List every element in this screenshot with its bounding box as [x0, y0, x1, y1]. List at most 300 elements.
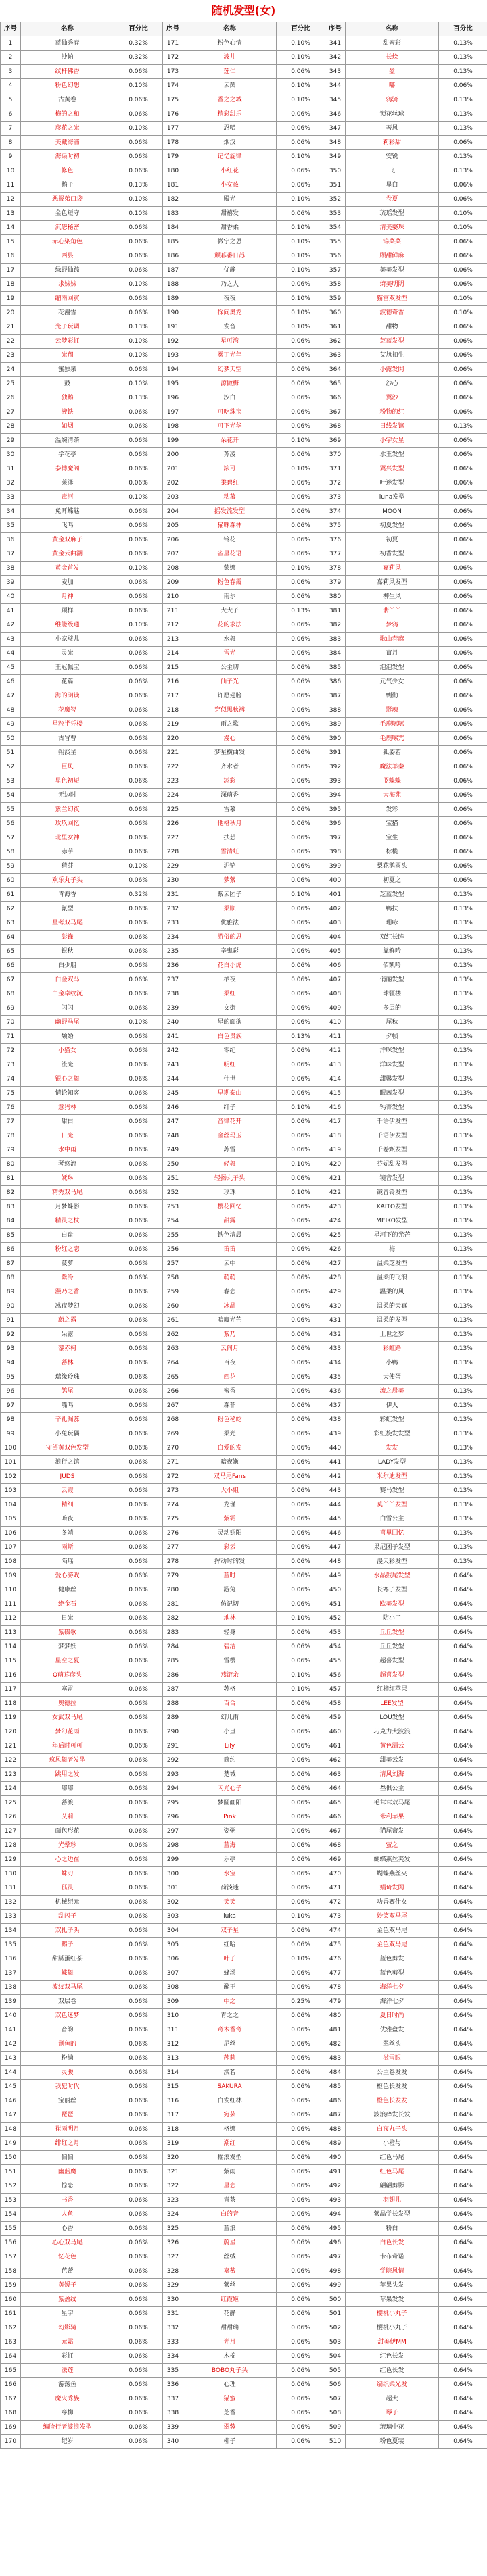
row-index: 473	[325, 1910, 346, 1924]
row-index: 495	[325, 2222, 346, 2236]
row-index: 166	[1, 2378, 21, 2392]
percentage: 0.06%	[277, 1569, 325, 1583]
hairstyle-name: 优静	[183, 264, 277, 278]
hairstyle-name: 温柔的发型	[346, 1314, 439, 1328]
percentage: 0.06%	[439, 547, 487, 562]
row-index: 33	[1, 491, 21, 505]
row-index: 146	[1, 2094, 21, 2108]
row-index: 112	[1, 1612, 21, 1626]
row-index: 106	[1, 1527, 21, 1541]
percentage: 0.06%	[114, 150, 163, 164]
percentage: 0.13%	[439, 1115, 487, 1129]
percentage: 0.06%	[277, 2123, 325, 2137]
row-index: 245	[163, 1087, 183, 1101]
hairstyle-name: 面包形花	[21, 1825, 114, 1839]
hairstyle-name: 黎赤柯	[21, 1342, 114, 1356]
percentage: 0.64%	[439, 1626, 487, 1640]
hairstyle-name: 红色马尾	[346, 2165, 439, 2179]
row-index: 339	[163, 2421, 183, 2435]
hairstyle-name: 双子星	[183, 1924, 277, 1938]
hairstyle-name: 嘉莉风	[346, 562, 439, 576]
hairstyle-name: 琉瑶发型	[346, 207, 439, 221]
row-index: 446	[325, 1527, 346, 1541]
percentage: 0.06%	[114, 945, 163, 959]
hairstyle-name: 柔光	[183, 1427, 277, 1441]
table-row	[1, 320, 487, 335]
percentage: 0.06%	[114, 2250, 163, 2264]
percentage: 0.06%	[114, 1001, 163, 1016]
table-row	[1, 2037, 487, 2052]
percentage: 0.06%	[114, 845, 163, 860]
row-index: 379	[325, 576, 346, 590]
row-index: 440	[325, 1441, 346, 1456]
hairstyle-name: 双层卷	[21, 1995, 114, 2009]
percentage: 0.13%	[439, 1172, 487, 1186]
percentage: 0.06%	[114, 2378, 163, 2392]
percentage: 0.06%	[277, 1498, 325, 1512]
hairstyle-name: 光子玩调	[21, 320, 114, 335]
hairstyle-name: 柳生风	[346, 590, 439, 604]
row-index: 367	[325, 405, 346, 420]
row-index: 454	[325, 1640, 346, 1654]
percentage: 0.06%	[114, 1541, 163, 1555]
percentage: 0.13%	[439, 93, 487, 107]
hairstyle-name: 琴悠流	[21, 1158, 114, 1172]
percentage: 0.06%	[277, 1867, 325, 1881]
percentage: 0.06%	[439, 831, 487, 845]
percentage: 0.06%	[114, 1342, 163, 1356]
percentage: 0.13%	[439, 1356, 487, 1370]
percentage: 0.06%	[277, 1739, 325, 1754]
row-index: 169	[1, 2421, 21, 2435]
row-index: 229	[163, 860, 183, 874]
row-index: 425	[325, 1229, 346, 1243]
table-row	[1, 661, 487, 675]
hairstyle-name: 鼓	[21, 377, 114, 391]
hairstyle-name: 幽野马尾	[21, 1016, 114, 1030]
row-index: 149	[1, 2137, 21, 2151]
percentage: 0.06%	[114, 2165, 163, 2179]
percentage: 0.06%	[114, 2364, 163, 2378]
percentage: 0.64%	[439, 2378, 487, 2392]
percentage: 0.06%	[439, 178, 487, 193]
hairstyle-name: 双色迷梦	[21, 2009, 114, 2023]
table-row	[1, 1810, 487, 1825]
row-index: 427	[325, 1257, 346, 1271]
percentage: 0.06%	[277, 1583, 325, 1597]
hairstyle-name: 忆花色	[21, 2250, 114, 2264]
row-index: 445	[325, 1512, 346, 1527]
row-index: 298	[163, 1839, 183, 1853]
table-row	[1, 2066, 487, 2080]
row-index: 192	[163, 335, 183, 349]
row-index: 161	[1, 2307, 21, 2321]
hairstyle-name: 珊咏	[346, 916, 439, 931]
percentage: 0.06%	[114, 1583, 163, 1597]
percentage: 0.13%	[439, 1441, 487, 1456]
percentage: 0.06%	[114, 2421, 163, 2435]
row-index: 490	[325, 2151, 346, 2165]
hairstyle-name: 香之之城	[183, 93, 277, 107]
percentage: 0.06%	[114, 1626, 163, 1640]
percentage: 0.06%	[114, 789, 163, 803]
hairstyle-name: 大小姐	[183, 1484, 277, 1498]
hairstyle-name: 西花	[183, 1370, 277, 1385]
table-row	[1, 760, 487, 774]
row-index: 122	[1, 1754, 21, 1768]
hairstyle-name: 绯红之月	[21, 2137, 114, 2151]
percentage: 0.06%	[114, 420, 163, 434]
percentage: 0.64%	[439, 1938, 487, 1952]
row-index: 66	[1, 959, 21, 973]
hairstyle-name: 防小了	[346, 1612, 439, 1626]
percentage: 0.06%	[277, 2250, 325, 2264]
row-index: 385	[325, 661, 346, 675]
table-row	[1, 618, 487, 633]
percentage: 0.10%	[277, 1668, 325, 1683]
percentage: 0.06%	[114, 1214, 163, 1229]
header-pct: 百分比	[114, 22, 163, 36]
row-index: 254	[163, 1214, 183, 1229]
percentage: 0.10%	[114, 618, 163, 633]
hairstyle-name: 我犯时代	[21, 2080, 114, 2094]
percentage: 0.06%	[114, 1072, 163, 1087]
hairstyle-name: 梅	[346, 1243, 439, 1257]
percentage: 0.13%	[439, 1058, 487, 1072]
row-index: 230	[163, 874, 183, 888]
percentage: 0.06%	[277, 703, 325, 718]
row-index: 217	[163, 689, 183, 703]
row-index: 306	[163, 1952, 183, 1966]
hairstyle-name: 大大子	[183, 604, 277, 618]
hairstyle-name: 文街	[183, 1001, 277, 1016]
row-index: 352	[325, 193, 346, 207]
hairstyle-name: 海渠时初	[21, 150, 114, 164]
percentage: 0.06%	[277, 278, 325, 292]
percentage: 0.32%	[114, 36, 163, 51]
row-index: 302	[163, 1896, 183, 1910]
hairstyle-name: 沉怨秘密	[21, 221, 114, 235]
percentage: 0.64%	[439, 2279, 487, 2293]
hairstyle-name: 人鱼	[21, 2208, 114, 2222]
row-index: 477	[325, 1966, 346, 1981]
hairstyle-name: 叶子	[183, 1952, 277, 1966]
hairstyle-name: 黄金首发	[21, 562, 114, 576]
percentage: 0.06%	[277, 1456, 325, 1470]
row-index: 471	[325, 1881, 346, 1896]
row-index: 313	[163, 2052, 183, 2066]
row-index: 145	[1, 2080, 21, 2094]
percentage: 0.06%	[277, 1087, 325, 1101]
hairstyle-name: 水晶鼓尾发型	[346, 1569, 439, 1583]
table-row	[1, 1654, 487, 1668]
table-row	[1, 448, 487, 462]
hairstyle-name: 白雪公主	[346, 1512, 439, 1527]
percentage: 0.06%	[114, 93, 163, 107]
row-index: 95	[1, 1370, 21, 1385]
hairstyle-name: 粉色幻想	[21, 79, 114, 93]
hairstyle-name: 彩虹旋发发型	[346, 1427, 439, 1441]
hairstyle-name: 灵光	[21, 647, 114, 661]
percentage: 0.13%	[439, 1186, 487, 1200]
row-index: 337	[163, 2392, 183, 2406]
hairstyle-name: 青海香	[21, 888, 114, 902]
row-index: 476	[325, 1952, 346, 1966]
percentage: 0.06%	[114, 1654, 163, 1668]
hairstyle-name: 蓝浪	[183, 2222, 277, 2236]
percentage: 0.06%	[114, 1597, 163, 1612]
percentage: 0.64%	[439, 2307, 487, 2321]
hairstyle-name: 嘟嘟	[21, 1782, 114, 1796]
percentage: 0.06%	[277, 732, 325, 746]
percentage: 0.06%	[114, 2009, 163, 2023]
table-row	[1, 1512, 487, 1527]
row-index: 176	[163, 107, 183, 122]
row-index: 247	[163, 1115, 183, 1129]
hairstyle-name: 轻身	[183, 1626, 277, 1640]
hairstyle-name: 青茶	[183, 2194, 277, 2208]
row-index: 222	[163, 760, 183, 774]
percentage: 0.13%	[439, 1555, 487, 1569]
table-row	[1, 931, 487, 945]
percentage: 0.06%	[114, 703, 163, 718]
hairstyle-name: 朵花开	[183, 434, 277, 448]
percentage: 0.06%	[439, 278, 487, 292]
percentage: 0.06%	[277, 1966, 325, 1981]
percentage: 0.64%	[439, 2123, 487, 2137]
percentage: 0.06%	[114, 1399, 163, 1413]
row-index: 173	[163, 65, 183, 79]
row-index: 430	[325, 1299, 346, 1314]
table-row	[1, 562, 487, 576]
hairstyle-name: 学院风情	[346, 2264, 439, 2279]
row-index: 468	[325, 1839, 346, 1853]
row-index: 356	[325, 249, 346, 264]
hairstyle-name: 西县	[21, 249, 114, 264]
row-index: 332	[163, 2321, 183, 2335]
row-index: 319	[163, 2137, 183, 2151]
percentage: 0.06%	[114, 1810, 163, 1825]
hairstyle-name: 喜里回忆	[346, 1527, 439, 1541]
hairstyle-name: 洋咪发型	[346, 1058, 439, 1072]
row-index: 378	[325, 562, 346, 576]
percentage: 0.06%	[277, 1697, 325, 1711]
hairstyle-name: 偏偏	[21, 2151, 114, 2165]
table-row	[1, 349, 487, 363]
percentage: 0.13%	[439, 1101, 487, 1115]
hairstyle-name: 心心双马尾	[21, 2236, 114, 2250]
row-index: 409	[325, 1001, 346, 1016]
row-index: 344	[325, 79, 346, 93]
row-index: 415	[325, 1087, 346, 1101]
hairstyle-name: 玫玖回忆	[21, 817, 114, 831]
row-index: 380	[325, 590, 346, 604]
row-index: 105	[1, 1512, 21, 1527]
percentage: 0.13%	[439, 1413, 487, 1427]
row-index: 197	[163, 405, 183, 420]
hairstyle-name: 巧克力大波浪	[346, 1725, 439, 1739]
table-row	[1, 2236, 487, 2250]
percentage: 0.13%	[439, 1427, 487, 1441]
percentage: 0.06%	[114, 1456, 163, 1470]
row-index: 22	[1, 335, 21, 349]
percentage: 0.06%	[114, 2094, 163, 2108]
row-index: 357	[325, 264, 346, 278]
percentage: 0.06%	[114, 1370, 163, 1385]
percentage: 0.06%	[114, 2151, 163, 2165]
row-index: 104	[1, 1498, 21, 1512]
page-title: 随机发型(女)	[211, 4, 276, 17]
hairstyle-name: 双马尾Fans	[183, 1470, 277, 1484]
table-row	[1, 1796, 487, 1810]
hairstyle-name: 灵骏	[21, 2066, 114, 2080]
percentage: 0.06%	[114, 2023, 163, 2037]
row-index: 233	[163, 916, 183, 931]
percentage: 0.06%	[277, 2023, 325, 2037]
table-row	[1, 363, 487, 377]
hairstyle-name: 泰博魔阁	[21, 462, 114, 476]
row-index: 290	[163, 1725, 183, 1739]
row-index: 284	[163, 1640, 183, 1654]
percentage: 0.06%	[439, 136, 487, 150]
row-index: 220	[163, 732, 183, 746]
hairstyle-name: 金色双马尾	[346, 1924, 439, 1938]
percentage: 0.06%	[277, 959, 325, 973]
row-index: 335	[163, 2364, 183, 2378]
percentage: 0.06%	[439, 618, 487, 633]
row-index: 347	[325, 122, 346, 136]
table-row	[1, 1342, 487, 1356]
percentage: 0.06%	[277, 2406, 325, 2421]
percentage: 0.06%	[277, 845, 325, 860]
header-name: 名称	[183, 22, 277, 36]
row-index: 456	[325, 1668, 346, 1683]
hairstyle-name: 奇木香奇	[183, 2023, 277, 2037]
row-index: 480	[325, 2009, 346, 2023]
table-row	[1, 434, 487, 448]
hairstyle-name: 黄金云曲潮	[21, 547, 114, 562]
hairstyle-name: 编脸行者波浪发型	[21, 2421, 114, 2435]
table-row	[1, 902, 487, 916]
row-index: 470	[325, 1867, 346, 1881]
table-row	[1, 633, 487, 647]
percentage: 0.06%	[114, 1470, 163, 1484]
percentage: 0.06%	[439, 476, 487, 491]
header-pct: 百分比	[277, 22, 325, 36]
row-index: 235	[163, 945, 183, 959]
hairstyle-name: 惊恋	[21, 2179, 114, 2194]
row-index: 207	[163, 547, 183, 562]
row-index: 142	[1, 2037, 21, 2052]
percentage: 0.06%	[114, 1484, 163, 1498]
row-index: 311	[163, 2023, 183, 2037]
hairstyle-name: 琴子	[346, 2406, 439, 2421]
percentage: 0.06%	[439, 633, 487, 647]
percentage: 0.06%	[277, 1370, 325, 1385]
hairstyle-name: 飞鸣	[21, 519, 114, 533]
percentage: 0.06%	[439, 675, 487, 689]
percentage: 0.64%	[439, 1569, 487, 1583]
percentage: 0.64%	[439, 1597, 487, 1612]
hairstyle-name: 彰锋	[21, 931, 114, 945]
percentage: 0.10%	[277, 1186, 325, 1200]
row-index: 325	[163, 2222, 183, 2236]
percentage: 0.06%	[277, 2052, 325, 2066]
percentage: 0.06%	[277, 448, 325, 462]
row-index: 86	[1, 1243, 21, 1257]
row-index: 96	[1, 1385, 21, 1399]
percentage: 0.64%	[439, 2321, 487, 2335]
percentage: 0.06%	[277, 1271, 325, 1285]
row-index: 382	[325, 618, 346, 633]
table-row	[1, 1683, 487, 1697]
row-index: 50	[1, 732, 21, 746]
hairstyle-name: 魔法羊秦	[346, 760, 439, 774]
row-index: 28	[1, 420, 21, 434]
percentage: 0.06%	[114, 1044, 163, 1058]
row-index: 509	[325, 2421, 346, 2435]
percentage: 0.06%	[277, 491, 325, 505]
percentage: 0.13%	[439, 1129, 487, 1143]
percentage: 0.06%	[114, 902, 163, 916]
percentage: 0.06%	[277, 860, 325, 874]
table-row	[1, 831, 487, 845]
row-index: 368	[325, 420, 346, 434]
percentage: 0.06%	[277, 1200, 325, 1214]
percentage: 0.06%	[277, 405, 325, 420]
row-index: 147	[1, 2108, 21, 2123]
percentage: 0.06%	[277, 1555, 325, 1569]
row-index: 244	[163, 1072, 183, 1087]
hairstyle-name: 白爱的发	[183, 1441, 277, 1456]
percentage: 0.13%	[439, 1399, 487, 1413]
percentage: 0.13%	[439, 1314, 487, 1328]
percentage: 0.06%	[439, 491, 487, 505]
percentage: 0.06%	[277, 718, 325, 732]
row-index: 295	[163, 1796, 183, 1810]
hairstyle-name: 仙子光	[183, 675, 277, 689]
table-row	[1, 1555, 487, 1569]
table-row	[1, 817, 487, 831]
hairstyle-name: 瑞缘玲珠	[21, 1370, 114, 1385]
row-index: 491	[325, 2165, 346, 2179]
hairstyle-name: 优雅盘发	[346, 2023, 439, 2037]
hairstyle-name: 翩翩剪影	[346, 2179, 439, 2194]
hairstyle-name: 白发红林	[183, 2094, 277, 2108]
percentage: 0.06%	[277, 505, 325, 519]
hairstyle-name: 苏雪	[183, 1143, 277, 1158]
percentage: 0.06%	[439, 434, 487, 448]
table-row	[1, 2406, 487, 2421]
hairstyle-name: 芝蓝发型	[346, 335, 439, 349]
percentage: 0.13%	[439, 945, 487, 959]
hairstyle-name: 花魔智	[21, 703, 114, 718]
percentage: 0.06%	[277, 1881, 325, 1896]
percentage: 0.13%	[439, 1541, 487, 1555]
hairstyle-name: 栖夜	[183, 973, 277, 987]
hairstyle-name: 柔顺	[183, 902, 277, 916]
row-index: 241	[163, 1030, 183, 1044]
table-row	[1, 2151, 487, 2165]
hairstyle-name: 粉红之恋	[21, 1243, 114, 1257]
row-index: 452	[325, 1612, 346, 1626]
row-index: 1	[1, 36, 21, 51]
hairstyle-name: 双扎子头	[21, 1924, 114, 1938]
row-index: 42	[1, 618, 21, 633]
hairstyle-name: 甜蜜彩	[346, 36, 439, 51]
percentage: 0.10%	[114, 193, 163, 207]
percentage: 0.06%	[277, 377, 325, 391]
